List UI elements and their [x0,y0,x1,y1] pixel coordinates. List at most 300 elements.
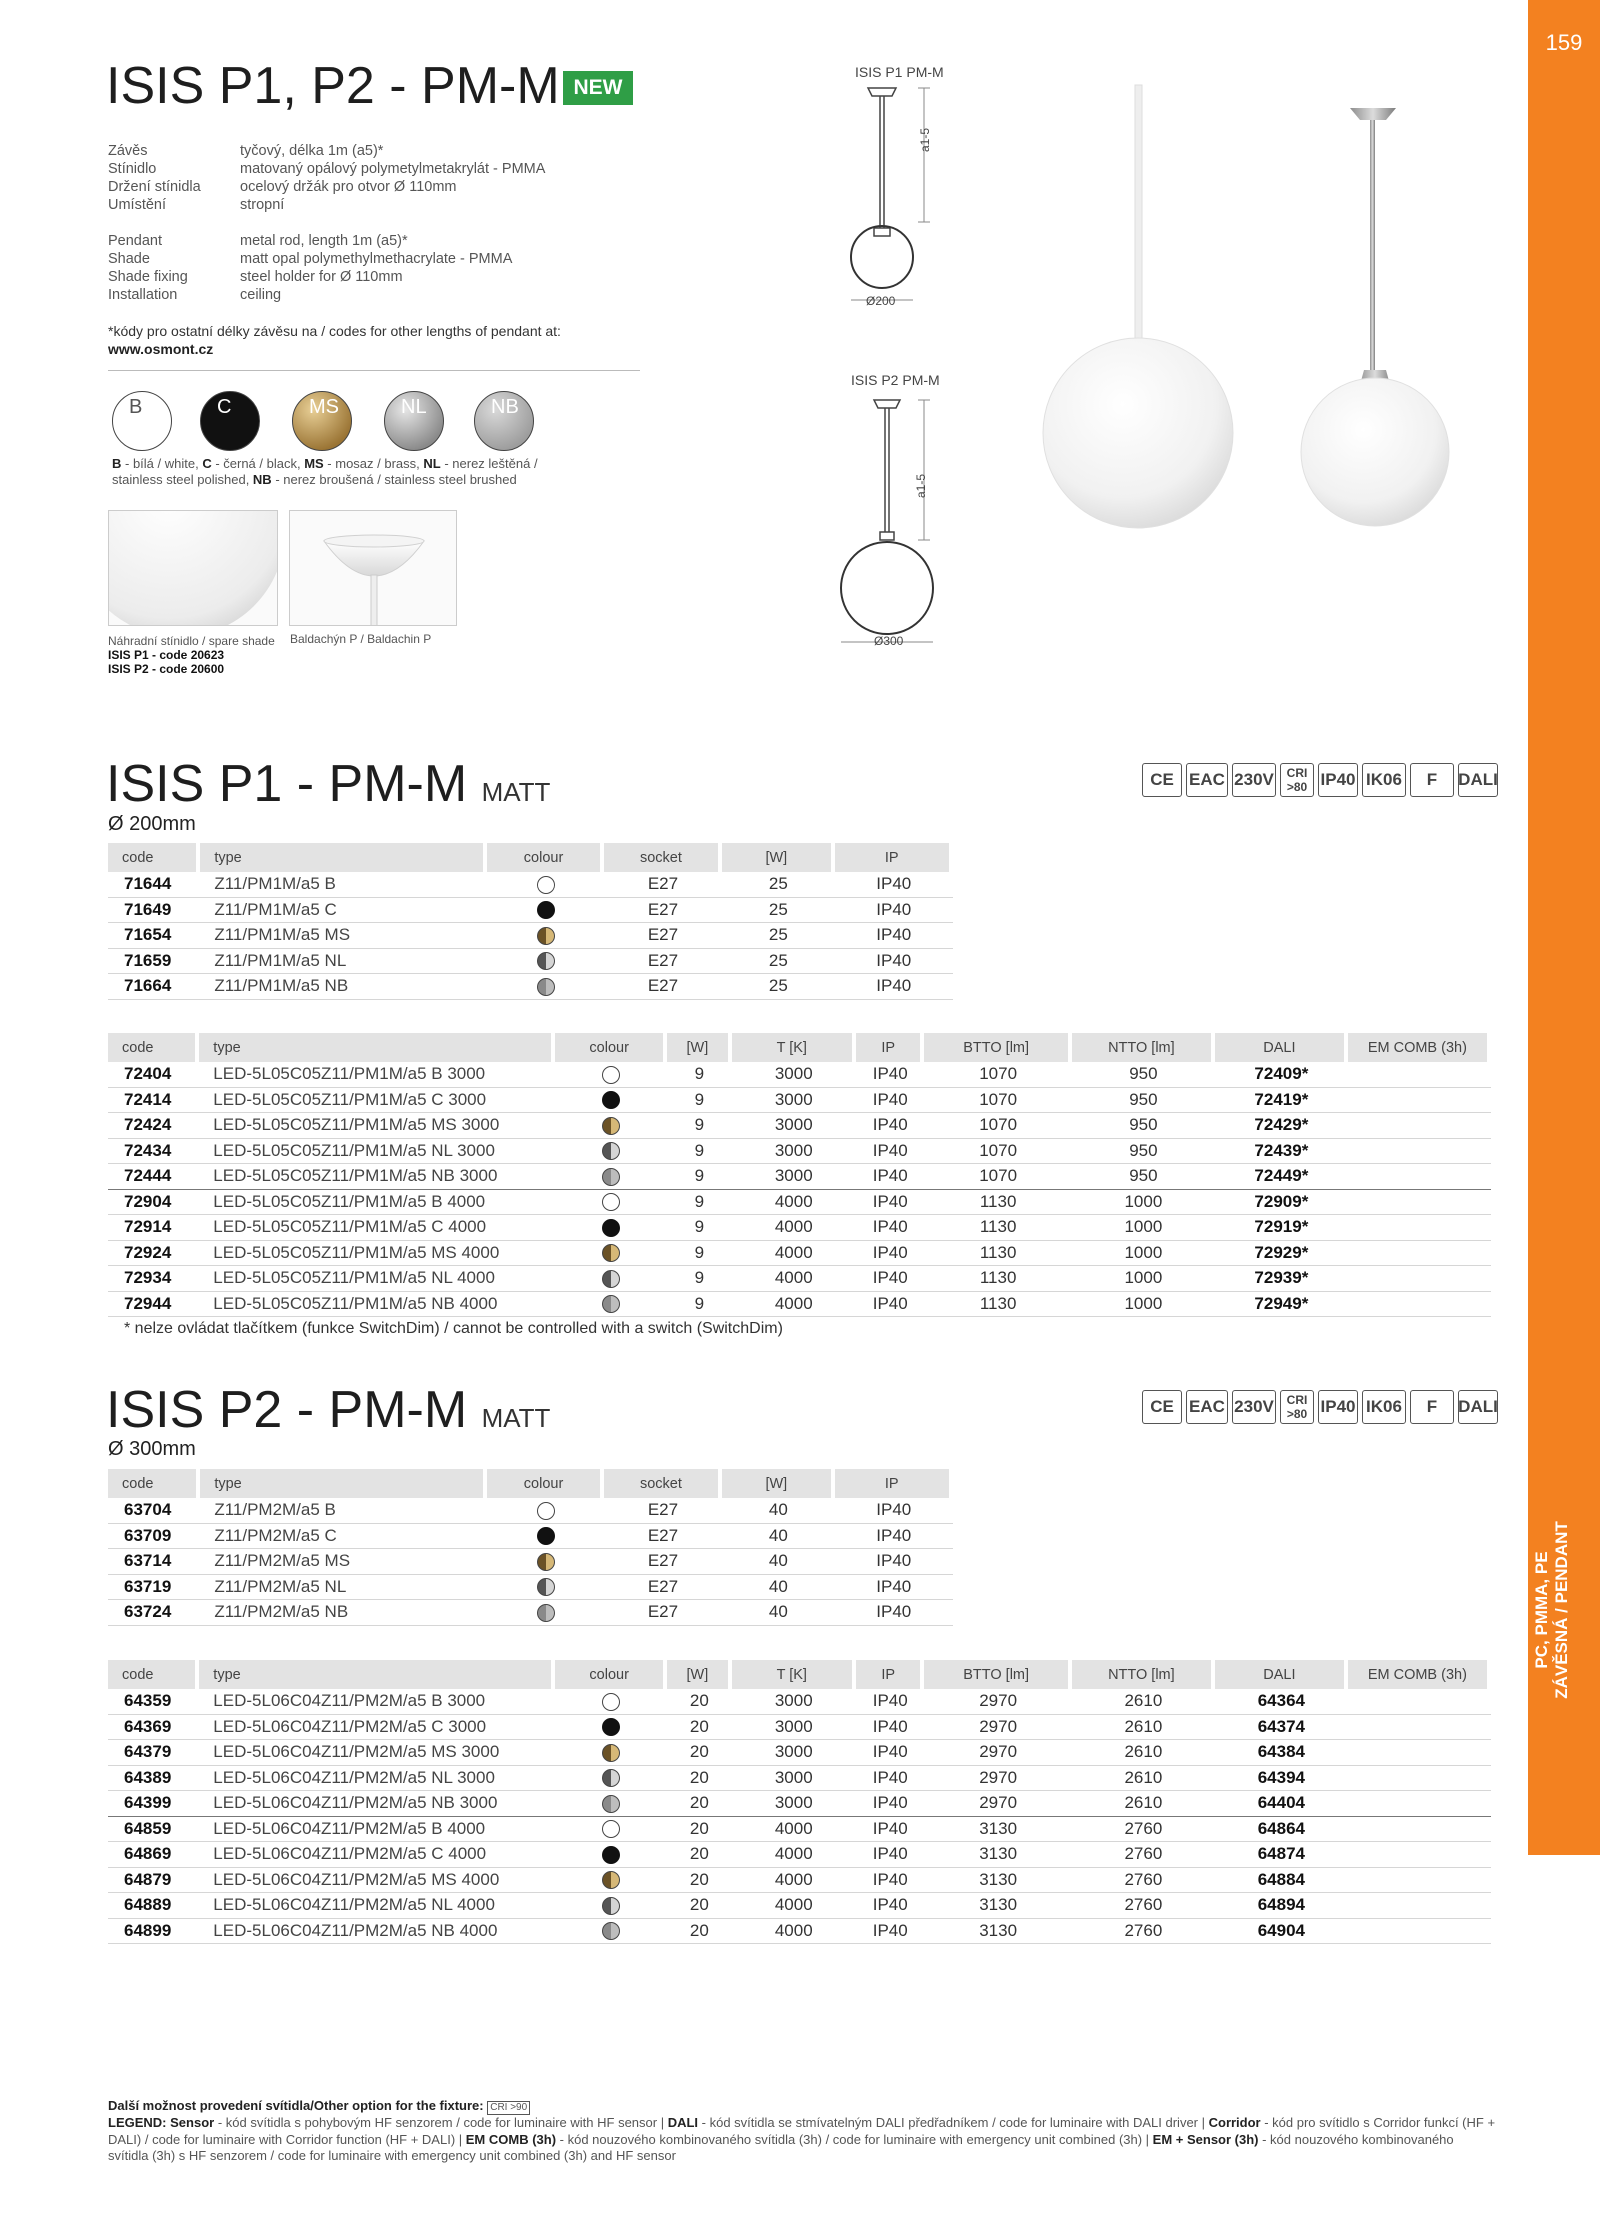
colour-swatch-b [112,391,172,451]
table-cell: 3130 [924,1893,1071,1919]
colour-dot-icon [602,1744,620,1762]
cert-badge: 230V [1232,1390,1276,1424]
table-row [108,1817,1491,1843]
table-cell: 2610 [1072,1791,1215,1817]
product-code: 72404 [108,1062,199,1088]
table-cell: IP40 [856,1139,924,1165]
table-cell: IP40 [856,1241,924,1267]
table-cell [1348,1919,1491,1945]
table-cell: 3000 [732,1164,857,1190]
colour-cell [555,1088,667,1114]
colour-cell [555,1817,667,1843]
table-cell: 1130 [924,1241,1071,1267]
table-cell: 3000 [732,1113,857,1139]
spec-row [108,178,545,196]
table-row [108,1842,1491,1868]
dali-code: 72939* [1215,1266,1348,1292]
table-cell: 40 [722,1575,834,1601]
colour-dot-icon [537,1527,555,1545]
table-cell: 1130 [924,1292,1071,1318]
product-code: 64889 [108,1893,199,1919]
table-cell: IP40 [856,1791,924,1817]
specs-en [108,232,512,304]
product-code: 64379 [108,1740,199,1766]
table-cell: 2610 [1072,1715,1215,1741]
table-cell: 1070 [924,1164,1071,1190]
cert-badge: CE [1142,1390,1182,1424]
table-cell [1348,1062,1491,1088]
table-cell: 20 [667,1689,731,1715]
colour-cell [487,1524,603,1550]
section-title-text: ISIS P2 - PM-M [106,1381,468,1439]
footnote-switchdim: * nelze ovládat tlačítkem (funkce SwitchDim) / cannot be controlled with a switch (SwitchDim) [124,1320,783,1337]
legend-code: C [202,456,212,471]
table-row [108,1868,1491,1894]
table-cell: 20 [667,1715,731,1741]
table-cell: 950 [1072,1139,1215,1165]
colour-swatch-c [200,391,260,451]
colour-cell [555,1842,667,1868]
product-code: 64369 [108,1715,199,1741]
legend-label: LEGEND: [108,2115,167,2130]
table-cell: 9 [667,1266,731,1292]
table-cell: 1000 [1072,1292,1215,1318]
table-row [108,1689,1491,1715]
table-cell: IP40 [856,1190,924,1216]
band-label-line1: PC, PMMA, PE [1532,1551,1551,1669]
table-cell: 4000 [732,1292,857,1318]
table-cell: 2760 [1072,1842,1215,1868]
product-type: Z11/PM2M/a5 B [200,1498,487,1524]
table-cell: 3000 [732,1715,857,1741]
table-cell: IP40 [856,1113,924,1139]
colour-cell [487,974,603,1000]
swatch-code: MS [309,396,339,418]
table-row [108,1715,1491,1741]
drawing-diameter-p1: Ø200 [866,294,896,308]
table-cell [1348,1689,1491,1715]
table-cell: 20 [667,1919,731,1945]
product-photo [1020,80,1460,560]
column-header: EM COMB (3h) [1348,1033,1491,1062]
table-row [108,1791,1491,1817]
colour-dot-icon [602,1820,620,1838]
legend-key: Sensor [170,2115,215,2130]
column-header: IP [835,843,953,872]
product-code: 71659 [108,949,200,975]
table-cell: 2970 [924,1740,1071,1766]
column-header: DALI [1215,1660,1348,1689]
table-cell [1348,1241,1491,1267]
spec-value: stropní [240,197,285,213]
table-cell: 4000 [732,1215,857,1241]
website-link[interactable]: www.osmont.cz [108,341,214,357]
certifications-p2 [1142,1390,1498,1424]
legend-text: - kód svítidla se stmívatelným DALI předřadníkem / code for luminaire with DALI driver | [698,2115,1209,2130]
drawing-label-p1: ISIS P1 PM-M [855,64,944,80]
table-cell: IP40 [835,1575,953,1601]
table-cell: 9 [667,1139,731,1165]
colour-cell [487,923,603,949]
column-header: code [108,1033,199,1062]
table-cell: 25 [722,949,834,975]
table-cell: 2610 [1072,1689,1215,1715]
page-number: 159 [1545,30,1583,55]
table-row [108,1600,953,1626]
product-code: 63709 [108,1524,200,1550]
product-type: LED-5L05C05Z11/PM1M/a5 B 3000 [199,1062,555,1088]
divider [108,370,640,371]
column-header: NTTO [lm] [1072,1660,1215,1689]
table-cell: 3000 [732,1689,857,1715]
column-header: [W] [667,1660,731,1689]
table-cell: IP40 [856,1842,924,1868]
table-cell: 3000 [732,1766,857,1792]
table-cell: IP40 [835,898,953,924]
spec-key: Pendant [108,233,163,249]
colour-cell [555,1190,667,1216]
table-cell: 2760 [1072,1868,1215,1894]
product-code: 72904 [108,1190,199,1216]
product-code: 72934 [108,1266,199,1292]
table-row [108,1893,1491,1919]
table-cell [1348,1842,1491,1868]
legend-text: - kód svítidla s pohybovým HF senzorem / code for luminaire with HF sensor | [214,2115,668,2130]
product-type: Z11/PM2M/a5 NL [200,1575,487,1601]
table-cell: IP40 [835,872,953,898]
dali-code: 72949* [1215,1292,1348,1318]
table-cell: 9 [667,1241,731,1267]
dali-code: 72929* [1215,1241,1348,1267]
product-code: 64859 [108,1817,199,1843]
legend-key: Corridor [1208,2115,1261,2130]
table-cell: 9 [667,1190,731,1216]
product-type: Z11/PM1M/a5 B [200,872,487,898]
swatch-code: B [129,396,143,418]
colour-cell [555,1766,667,1792]
column-header: IP [856,1660,924,1689]
table-cell: IP40 [856,1766,924,1792]
table-cell: 25 [722,923,834,949]
column-header: [W] [722,1469,834,1498]
colour-cell [555,1715,667,1741]
spec-row [108,286,512,304]
table-cell [1348,1190,1491,1216]
table-cell: 1000 [1072,1266,1215,1292]
colour-cell [487,949,603,975]
legend-text: - kód nouzového kombinovaného svítidla (3h) s HF senzorem / code for luminaire with emergency unit combined (3h) and HF sensor [108,2131,1454,2163]
table-cell: IP40 [856,1088,924,1114]
table-cell: 1070 [924,1062,1071,1088]
table-cell: 2760 [1072,1817,1215,1843]
spec-key: Shade fixing [108,269,188,285]
band-label-line2: ZÁVĚSNÁ / PENDANT [1552,1521,1571,1699]
product-type: LED-5L06C04Z11/PM2M/a5 B 4000 [199,1817,555,1843]
dali-code: 64384 [1215,1740,1348,1766]
table-cell: 40 [722,1524,834,1550]
table-cell: IP40 [856,1893,924,1919]
colour-cell [555,1241,667,1267]
colour-cell [555,1292,667,1318]
table-cell: 2610 [1072,1766,1215,1792]
colour-dot-icon [602,1922,620,1940]
colour-dot-icon [602,1244,620,1262]
product-code: 71664 [108,974,200,1000]
table-cell: IP40 [835,1549,953,1575]
column-header: colour [487,843,603,872]
colour-dot-icon [602,1897,620,1915]
table-cell [1348,1113,1491,1139]
dali-code: 72439* [1215,1139,1348,1165]
column-header: DALI [1215,1033,1348,1062]
colour-dot-icon [537,1502,555,1520]
colour-dot-icon [602,1193,620,1211]
table-cell: E27 [604,974,722,1000]
dali-code: 72919* [1215,1215,1348,1241]
table-cell: E27 [604,898,722,924]
product-type: LED-5L05C05Z11/PM1M/a5 C 3000 [199,1088,555,1114]
table-cell [1348,1817,1491,1843]
colour-dot-icon [537,1553,555,1571]
drawing-p2 [830,392,950,652]
new-badge: NEW [563,71,633,105]
product-code: 64879 [108,1868,199,1894]
table-cell: 4000 [732,1266,857,1292]
spare-shade-caption [108,634,275,676]
table-p1-bulb [108,843,953,1000]
swatch-code: C [217,396,232,418]
product-code: 72414 [108,1088,199,1114]
table-cell: 4000 [732,1190,857,1216]
colour-cell [555,1689,667,1715]
dali-code: 64874 [1215,1842,1348,1868]
baldachin-caption: Baldachýn P / Baldachin P [290,632,432,646]
colour-dot-icon [602,1168,620,1186]
colour-dot-icon [602,1219,620,1237]
finish-label: MATT [481,777,551,807]
product-type: LED-5L06C04Z11/PM2M/a5 NL 4000 [199,1893,555,1919]
column-header: [W] [722,843,834,872]
table-cell: 2970 [924,1715,1071,1741]
colour-cell [487,872,603,898]
table-cell: 1070 [924,1139,1071,1165]
spec-row [108,232,512,250]
product-code: 72944 [108,1292,199,1318]
table-cell: IP40 [835,923,953,949]
table-row [108,872,953,898]
table-row [108,1549,953,1575]
spec-row [108,196,545,214]
colour-dot-icon [602,1142,620,1160]
side-band-label [1532,1400,1592,1820]
product-type: LED-5L05C05Z11/PM1M/a5 NB 4000 [199,1292,555,1318]
legend-code: NL [423,456,441,471]
colour-cell [555,1868,667,1894]
spec-key: Umístění [108,197,167,213]
table-row [108,1740,1491,1766]
table-cell: IP40 [835,974,953,1000]
colour-dot-icon [537,1578,555,1596]
colour-dot-icon [537,978,555,996]
product-type: LED-5L05C05Z11/PM1M/a5 C 4000 [199,1215,555,1241]
table-p2-led [108,1660,1491,1944]
cert-badge: CE [1142,763,1182,797]
colour-dot-icon [602,1846,620,1864]
dali-code: 72409* [1215,1062,1348,1088]
cert-badge: CRI >80 [1280,1390,1314,1424]
legend-text: - kód nouzového kombinovaného svítidla (3h) / code for luminaire with emergency unit combined (3h) | [556,2131,1153,2147]
column-header: T [K] [732,1660,857,1689]
colour-dot-icon [537,1604,555,1622]
table-cell: 2970 [924,1689,1071,1715]
colour-cell [487,1575,603,1601]
dali-code: 72429* [1215,1113,1348,1139]
table-cell: 40 [722,1498,834,1524]
table-cell: 4000 [732,1817,857,1843]
colour-cell [487,898,603,924]
colour-dot-icon [602,1117,620,1135]
table-cell: 3130 [924,1868,1071,1894]
table-cell: IP40 [856,1689,924,1715]
cert-badge: IP40 [1318,763,1358,797]
colour-dot-icon [602,1718,620,1736]
table-cell: 25 [722,898,834,924]
table-cell: 2760 [1072,1893,1215,1919]
dali-code: 64864 [1215,1817,1348,1843]
table-cell: 3000 [732,1139,857,1165]
legend-code: NB [252,472,272,487]
product-code: 71644 [108,872,200,898]
product-type: LED-5L06C04Z11/PM2M/a5 NB 4000 [199,1919,555,1945]
product-type: LED-5L06C04Z11/PM2M/a5 NL 3000 [199,1766,555,1792]
product-type: Z11/PM1M/a5 MS [200,923,487,949]
table-row [108,1113,1491,1139]
colour-cell [555,1893,667,1919]
column-header: BTTO [lm] [924,1033,1071,1062]
table-cell: E27 [604,949,722,975]
table-cell [1348,1266,1491,1292]
section-title-text: ISIS P1 - PM-M [106,755,468,813]
legend-key: EM COMB (3h) [465,2131,557,2147]
table-header-row [108,1033,1491,1062]
product-code: 63704 [108,1498,200,1524]
diameter-p2: Ø 300mm [108,1438,196,1460]
swatch-code: NB [491,396,519,418]
colour-cell [555,1266,667,1292]
product-type: Z11/PM1M/a5 NL [200,949,487,975]
table-cell: E27 [604,872,722,898]
table-cell: 950 [1072,1113,1215,1139]
dali-code: 72449* [1215,1164,1348,1190]
spec-row [108,160,545,178]
table-cell: 9 [667,1164,731,1190]
table-cell: 20 [667,1868,731,1894]
table-cell [1348,1868,1491,1894]
column-header: BTTO [lm] [924,1660,1071,1689]
legend-text: - nerez leštěná / stainless steel polished, [112,456,538,487]
table-cell: E27 [604,1498,722,1524]
table-cell: 2970 [924,1791,1071,1817]
table-cell: 2760 [1072,1919,1215,1945]
table-row [108,1292,1491,1318]
table-cell [1348,1215,1491,1241]
colour-cell [555,1791,667,1817]
colour-dot-icon [602,1295,620,1313]
table-row [108,1062,1491,1088]
cert-badge: IK06 [1362,763,1406,797]
table-cell: 3130 [924,1817,1071,1843]
product-code: 71654 [108,923,200,949]
product-code: 64359 [108,1689,199,1715]
colour-dot-icon [602,1091,620,1109]
product-code: 64869 [108,1842,199,1868]
table-cell: 3000 [732,1791,857,1817]
table-cell: 9 [667,1062,731,1088]
table-cell: 9 [667,1088,731,1114]
column-header: type [199,1033,555,1062]
legend-text: - kód pro svítidlo s Corridor funkcí (HF + DALI) / code for luminaire with Corridor function (HF + DALI) | [108,2115,1496,2147]
cert-badge: DALI [1458,1390,1498,1424]
cert-badge: EAC [1186,763,1228,797]
colour-cell [555,1740,667,1766]
colour-cell [555,1062,667,1088]
table-cell: 4000 [732,1842,857,1868]
colour-dot-icon [537,927,555,945]
baldachin-photo [289,510,457,626]
table-row [108,1139,1491,1165]
table-row [108,1766,1491,1792]
table-row [108,974,953,1000]
drawing-label-p2: ISIS P2 PM-M [851,372,940,388]
table-cell: IP40 [835,1498,953,1524]
product-code: 72424 [108,1113,199,1139]
colour-dot-icon [602,1270,620,1288]
colour-legend [112,456,552,488]
product-type: LED-5L05C05Z11/PM1M/a5 NB 3000 [199,1164,555,1190]
note-text: *kódy pro ostatní délky závěsu na / codes for other lengths of pendant at: [108,323,561,339]
column-header: colour [555,1033,667,1062]
drawing-diameter-p2: Ø300 [874,634,904,648]
table-cell: 950 [1072,1164,1215,1190]
legend-text: - mosaz / brass, [323,456,424,471]
table-row [108,949,953,975]
product-type: LED-5L05C05Z11/PM1M/a5 MS 4000 [199,1241,555,1267]
spec-value: matovaný opálový polymetylmetakrylát - PMMA [240,161,546,177]
table-cell: IP40 [856,1868,924,1894]
table-cell: 9 [667,1292,731,1318]
dali-code: 64404 [1215,1791,1348,1817]
table-cell: E27 [604,923,722,949]
spare-shade-image [109,511,278,626]
colour-cell [555,1215,667,1241]
colour-swatch-nb [474,391,534,451]
table-p2-bulb [108,1469,953,1626]
table-cell: IP40 [856,1740,924,1766]
dali-code: 64904 [1215,1919,1348,1945]
table-row [108,1164,1491,1190]
table-cell: 4000 [732,1893,857,1919]
colour-cell [555,1113,667,1139]
table-cell: 950 [1072,1088,1215,1114]
column-header: colour [555,1660,667,1689]
drawing-p1 [840,80,950,312]
table-cell: 2970 [924,1766,1071,1792]
spec-value: ocelový držák pro otvor Ø 110mm [240,179,457,195]
spec-row [108,142,545,160]
table-cell [1348,1715,1491,1741]
colour-dot-icon [602,1871,620,1889]
table-cell: 40 [722,1549,834,1575]
